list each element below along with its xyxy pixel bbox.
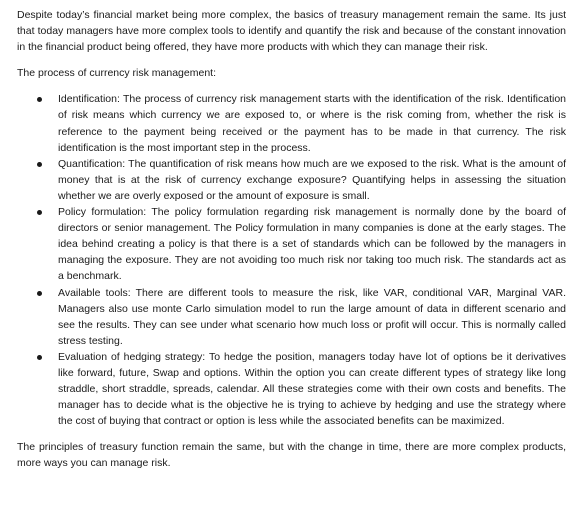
intro-paragraph: Despite today’s financial market being more complex, the basics of treasury management remain the same. Its just that today managers have more complex tools to identify and quantify the risk and because of the constant innovation in the financial product being offered, they have more products with which they can manage their risk. xyxy=(17,9,566,54)
list-item xyxy=(58,204,566,284)
list-item xyxy=(58,156,566,204)
list-item xyxy=(58,285,566,349)
process-list xyxy=(17,91,566,429)
bullet-icon xyxy=(37,355,42,360)
bullet-icon xyxy=(37,97,42,102)
list-item-text: Available tools: There are different tools to measure the risk, like VAR, conditional VAR, Marginal VAR. Managers also use monte Carlo simulation model to run the large amount of data in different scenario and see the results. They can see under what scenario how much loss or profit will occur. This is normally called stress testing. xyxy=(58,286,566,347)
bullet-icon xyxy=(37,291,42,296)
list-item xyxy=(58,91,566,155)
list-item xyxy=(58,349,566,429)
list-item-text: Policy formulation: The policy formulation regarding risk management is normally done by the board of directors or senior management. The Policy formulation in many companies is done at the early stages. The idea behind creating a policy is that there is a set of standards which can be followed by the managers in managing the exposure. They are not avoiding too much risk nor taking too much risk. The standards act as a benchmark. xyxy=(58,206,566,283)
list-item-text: Quantification: The quantification of risk means how much are we exposed to the risk. What is the amount of money that is at the risk of currency exchange exposure? Quantifying helps in assessing the situation whether we are overly exposed or the amount of exposure is small. xyxy=(58,157,566,202)
bullet-icon xyxy=(37,210,42,215)
process-heading: The process of currency risk management: xyxy=(17,67,216,80)
list-item-text: Evaluation of hedging strategy: To hedge the position, managers today have lot of options be it derivatives like forward, future, Swap and options. Within the option you can create different types of strategy like long straddle, short straddle, spreads, calendar. All these strategies come with their own costs and benefits. The manager has to decide what is the objective he is trying to achieve by hedging and use the strategy where the cost of buying that contract or option is less while the associated benefits can be maximized. xyxy=(58,350,566,428)
bullet-icon xyxy=(37,162,42,167)
list-item-text: Identification: The process of currency risk management starts with the identification of the risk. Identification of risk means which currency we are exposed to, or where is the risk coming from, whether the risk is reference to the payment being received or the payment has to be made in that currency. The risk identification is the most important step in the process. xyxy=(58,93,566,154)
closing-paragraph: The principles of treasury function remain the same, but with the change in time, there are more complex products, more ways you can manage risk. xyxy=(17,441,566,470)
